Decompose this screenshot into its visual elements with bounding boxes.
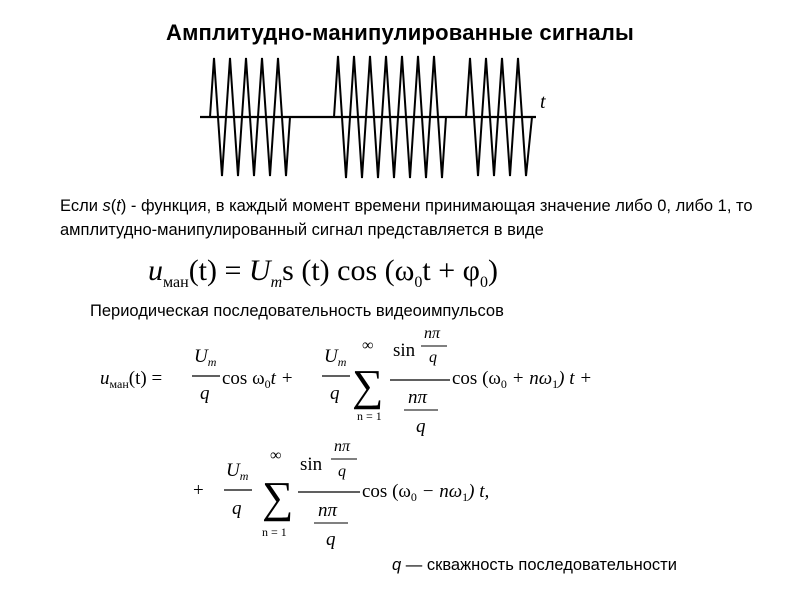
svg-text:Um: $U_m$: [194, 346, 217, 369]
svg-text:q: q: [429, 349, 437, 366]
svg-text:q: q: [326, 529, 336, 550]
svg-text:Um: $U_m$: [324, 346, 347, 369]
description-paragraph: Если s(t) - функция, в каждый момент времени принимающая значение либо 0, либо 1, то амплитудно-манипулированный сигнал представляется в виде: [60, 197, 753, 239]
svg-text:q: q: [200, 383, 210, 404]
svg-text:sin: sin: [300, 454, 323, 475]
section-subtitle: Периодическая последовательность видеоимпульсов: [90, 302, 504, 320]
svg-text:q: q: [232, 498, 242, 519]
slide-title: Амплитудно-манипулированные сигналы: [165, 20, 634, 45]
time-axis-label: t: [540, 91, 546, 113]
svg-text:uман(t) =: $u_{ман}(t)$ =: [100, 368, 163, 391]
duty-cycle-footnote: q — скважность последовательности: [392, 556, 677, 574]
svg-text:sin: sin: [393, 340, 416, 361]
svg-text:n = 1: n = 1: [262, 525, 287, 539]
svg-text:q: q: [338, 463, 346, 480]
svg-text:∞: ∞: [270, 447, 282, 464]
svg-text:nπ: nπ: [334, 438, 351, 455]
svg-text:cos (ω0 + nω1) t +: $\cos (\omega_0 + n\omega_1) t$ +: [452, 368, 593, 391]
svg-text:q: q: [330, 383, 340, 404]
svg-text:cos ω0t +: $\cos \omega_0t$ +: [222, 368, 294, 391]
svg-text:q: q: [416, 416, 426, 437]
svg-text:n = 1: n = 1: [357, 409, 382, 423]
svg-text:+: +: [193, 480, 204, 501]
svg-text:nπ: nπ: [424, 325, 441, 342]
svg-text:cos (ω0 − nω1) t,: $\cos (\omega_0 - n\omega_1)$ t,: [362, 481, 490, 504]
svg-text:nπ: nπ: [318, 500, 338, 521]
svg-text:∑: ∑: [262, 473, 294, 522]
svg-text:∞: ∞: [362, 337, 374, 354]
svg-text:nπ: nπ: [408, 387, 428, 408]
svg-text:Um: $U_m$: [226, 460, 249, 483]
am-signal-formula: $u_{ман}(t) = U_ms$ (t) $\cos (\omega_0t + \varphi_0)$: [148, 254, 498, 291]
svg-text:∑: ∑: [352, 361, 384, 410]
